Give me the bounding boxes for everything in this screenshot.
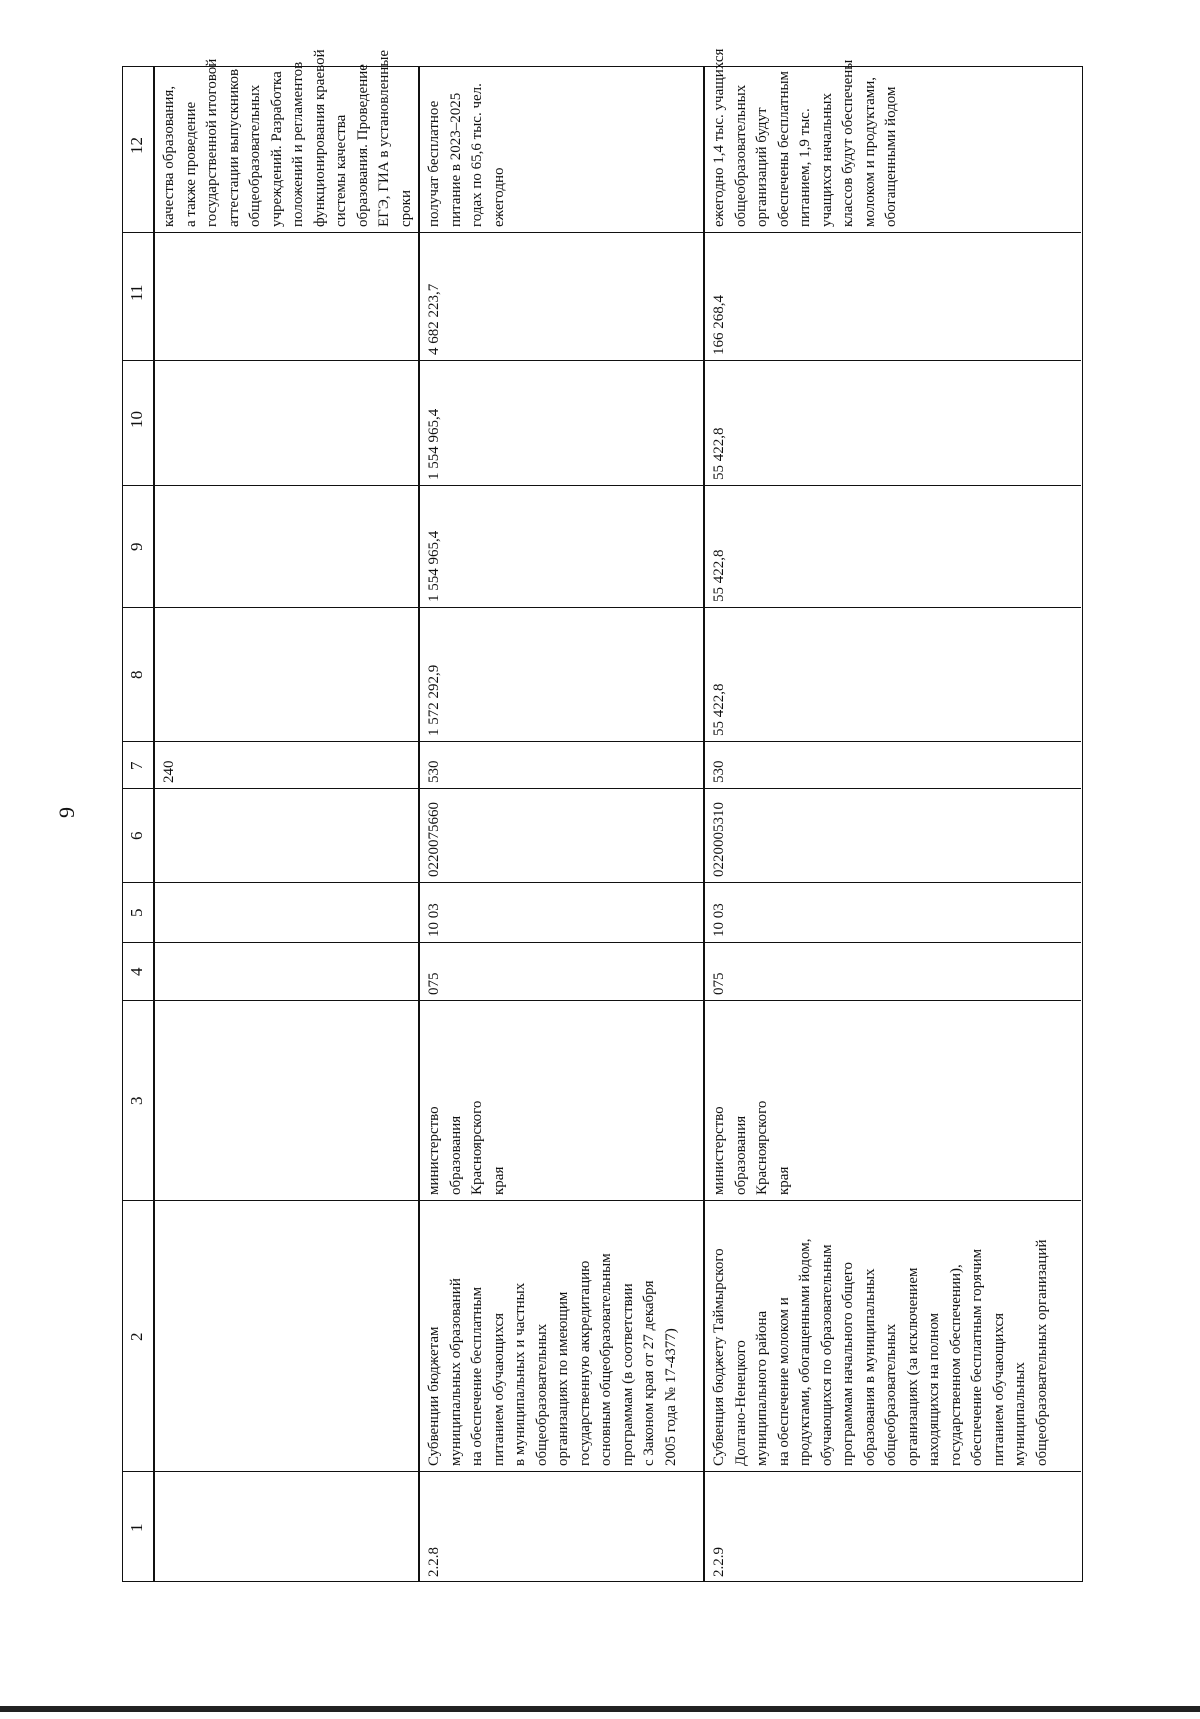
column-number: 11: [127, 284, 146, 301]
column-divider: [122, 1471, 1081, 1472]
cell-col-10: 1 554 965,4: [426, 408, 442, 480]
cell-col-6: 0220075660: [426, 802, 442, 877]
cell-col-12: ежегодно 1,4 тыс. учащихся общеобразовательных организаций будут обеспечены бесплатным питанием, 1,9 тыс. учащихся начальных классов будут обеспечены молоком и продуктами, обогащенными йодом: [711, 48, 899, 227]
column-number: 1: [127, 1523, 146, 1532]
cell-col-8: 55 422,8: [711, 683, 727, 736]
table-row: [153, 66, 420, 1582]
cell-col-12: качества образования, а также проведение государственной итоговой аттестации выпускников общеобразовательных учреждений. Разработка положений и регламентов функционирования краевой системы качества образования. Проведение ЕГЭ, ГИА в установленные сроки: [161, 49, 414, 227]
cell-col-5: 10 03: [426, 903, 442, 937]
column-divider: [122, 741, 1081, 742]
cell-col-11: 166 268,4: [711, 295, 727, 355]
scan-edge: [0, 1706, 1200, 1712]
column-divider: [122, 882, 1081, 883]
cell-col-7: 240: [161, 760, 177, 783]
column-divider: [122, 232, 1081, 233]
column-divider: [122, 1000, 1081, 1001]
cell-col-11: 4 682 223,7: [426, 283, 442, 355]
cell-col-2: Субвенция бюджету Таймырского Долгано-Ненецкого муниципального района на обеспечение молоком и продуктами, обогащенными йодом, обучающихся по образовательным программам начального общего образования в муниципальных общеобразовательных организациях (за исключением находящихся на полном государственном обеспечении), обеспечение бесплатным горячим питанием обучающихся муниципальных общеобразовательных организаций: [711, 1238, 1050, 1466]
column-number: 9: [127, 542, 146, 551]
cell-col-12: получат бесплатное питание в 2023–2025 годах по 65,6 тыс. чел. ежегодно: [426, 83, 507, 227]
column-divider: [122, 1200, 1081, 1201]
column-number: 2: [127, 1332, 146, 1341]
cell-col-4: 075: [711, 972, 727, 995]
column-number: 8: [127, 670, 146, 679]
cell-col-4: 075: [426, 972, 442, 995]
cell-col-5: 10 03: [711, 903, 727, 937]
cell-col-7: 530: [711, 760, 727, 783]
cell-col-8: 1 572 292,9: [426, 664, 442, 736]
column-divider: [122, 788, 1081, 789]
column-divider: [122, 485, 1081, 486]
cell-col-9: 1 554 965,4: [426, 530, 442, 602]
cell-col-3: министерство образования Красноярского края: [711, 1100, 792, 1195]
cell-col-3: министерство образования Красноярского края: [426, 1100, 507, 1195]
column-divider: [122, 360, 1081, 361]
column-number: 7: [127, 761, 146, 770]
cell-col-2: Субвенции бюджетам муниципальных образований на обеспечение бесплатным питанием обучающихся в муниципальных и частных общеобразовательных организациях по имеющим государственную аккредитацию основным общеобразовательным программам (в соответствии с Законом края от 27 декабря 2005 года № 17-4377): [426, 1253, 679, 1466]
column-divider: [122, 942, 1081, 943]
column-number: 12: [127, 137, 146, 154]
cell-col-6: 0220005310: [711, 802, 727, 877]
cell-col-10: 55 422,8: [711, 427, 727, 480]
cell-col-1: 2.2.8: [426, 1547, 442, 1577]
column-number: 10: [127, 410, 146, 428]
column-number: 4: [127, 967, 146, 976]
cell-col-9: 55 422,8: [711, 549, 727, 602]
column-number: 3: [127, 1096, 146, 1105]
page-number: 9: [54, 807, 79, 818]
column-number: 5: [127, 908, 146, 917]
cell-col-1: 2.2.9: [711, 1547, 727, 1577]
column-number: 6: [127, 831, 146, 840]
cell-col-7: 530: [426, 760, 442, 783]
column-divider: [122, 607, 1081, 608]
